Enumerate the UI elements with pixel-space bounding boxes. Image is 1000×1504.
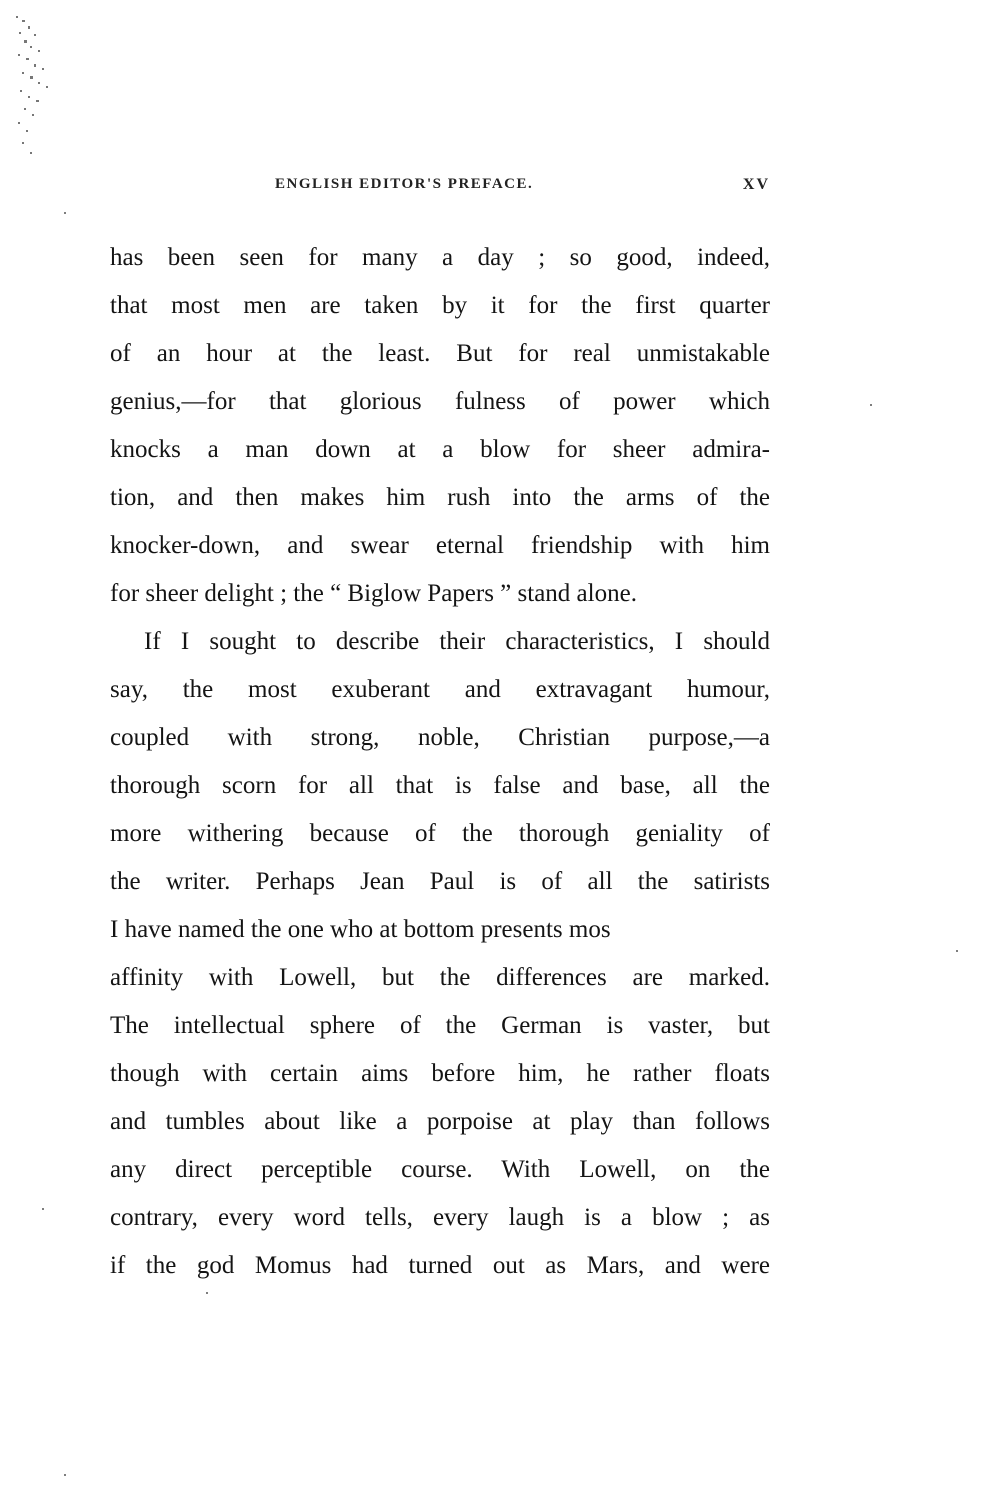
page-header — [110, 176, 770, 200]
paragraph — [110, 234, 770, 618]
text-line: I have named the one who at bottom presents mos — [110, 916, 611, 943]
text-line: The intellectual sphere of the German is vaster, but — [110, 1012, 770, 1039]
scan-dust-dot — [42, 1208, 44, 1210]
scan-dust-dot — [956, 950, 958, 952]
text-line: that most men are taken by it for the first quarter — [110, 292, 770, 319]
scan-dust-dot — [64, 1474, 66, 1476]
paragraph — [110, 618, 770, 1290]
text-line: genius,—for that glorious fulness of power which — [110, 388, 770, 415]
text-line: knocks a man down at a blow for sheer admira- — [110, 436, 770, 463]
text-line: say, the most exuberant and extravagant humour, — [110, 676, 770, 703]
scan-dust-dot — [64, 212, 66, 214]
text-line: though with certain aims before him, he rather floats — [110, 1060, 770, 1087]
text-line: of an hour at the least. But for real unmistakable — [110, 340, 770, 367]
body-text — [110, 234, 770, 1290]
text-line: thorough scorn for all that is false and base, all the — [110, 772, 770, 799]
text-line: and tumbles about like a porpoise at play than follows — [110, 1108, 770, 1135]
text-line: contrary, every word tells, every laugh is a blow ; as — [110, 1204, 770, 1231]
text-line: if the god Momus had turned out as Mars, and were — [110, 1252, 770, 1279]
running-head: ENGLISH EDITOR'S PREFACE. — [275, 176, 534, 192]
text-line: any direct perceptible course. With Lowell, on the — [110, 1156, 770, 1183]
scan-dust-dot — [206, 1292, 208, 1294]
text-line: more withering because of the thorough geniality of — [110, 820, 770, 847]
text-line: If I sought to describe their characteristics, I should — [144, 628, 770, 655]
text-line: tion, and then makes him rush into the arms of the — [110, 484, 770, 511]
text-line: for sheer delight ; the “ Biglow Papers ” stand alone. — [110, 580, 637, 607]
text-line: the writer. Perhaps Jean Paul is of all the satirists — [110, 868, 770, 895]
scan-dust-dot — [870, 404, 872, 406]
text-line: affinity with Lowell, but the differences are marked. — [110, 964, 770, 991]
text-line: coupled with strong, noble, Christian purpose,—a — [110, 724, 770, 751]
page-number: XV — [742, 176, 770, 193]
text-line: has been seen for many a day ; so good, indeed, — [110, 244, 770, 271]
scan-speckle-mark — [10, 12, 56, 162]
text-line: knocker-down, and swear eternal friendship with him — [110, 532, 770, 559]
